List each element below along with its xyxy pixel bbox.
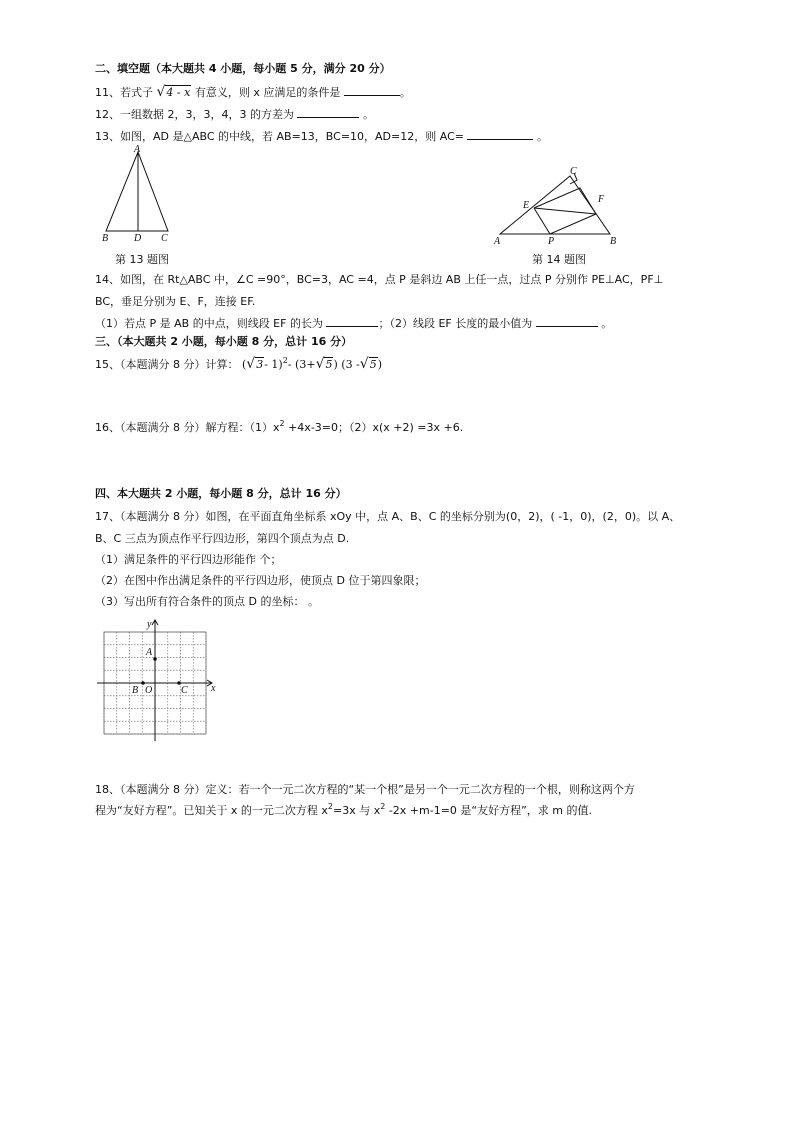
q14-answer-blank-1[interactable] xyxy=(326,316,378,327)
figure-13-caption: 第 13 题图 xyxy=(115,253,169,266)
q15-expr xyxy=(242,358,382,371)
sqrt-symbol: √ xyxy=(246,356,256,372)
q16-exponent: 2 xyxy=(279,419,285,428)
q13-text: 13、如图，AD 是△ABC 的中线，若 AB=13，BC=10，AD=12，则 AC= xyxy=(95,130,464,143)
label-p: P xyxy=(548,236,555,247)
sqrt-symbol: √ xyxy=(359,356,369,372)
section-2-heading: 二、填空题（本大题共 4 小题，每小题 5 分，满分 20 分） xyxy=(95,62,391,75)
label-c: C xyxy=(570,166,577,177)
label-b: B xyxy=(132,685,139,696)
label-c: C xyxy=(161,233,168,244)
q11-suffix: 有意义，则 x 应满足的条件是 xyxy=(194,86,341,99)
figure-17-coordinate-grid xyxy=(95,618,225,742)
q15-radicand-2: 5 xyxy=(325,358,333,371)
sqrt-symbol: √ xyxy=(315,356,325,372)
question-17-line-1: 17、（本题满分 8 分）如图，在平面直角坐标系 xOy 中，点 A、B、C 的坐标分别为(0，2)，( -1，0)，(2，0)。以 A、 xyxy=(95,510,681,523)
question-12 xyxy=(95,107,374,122)
q11-answer-blank[interactable] xyxy=(344,85,400,96)
q13-answer-blank[interactable] xyxy=(467,129,533,140)
question-15 xyxy=(95,357,382,372)
q16-text: 16、（本题满分 8 分）解方程：（1）x xyxy=(95,421,280,434)
q12-answer-blank[interactable] xyxy=(297,107,359,118)
label-y: y xyxy=(147,619,152,630)
q15-second-factor: - (3+ xyxy=(287,358,316,371)
question-17-sub-3: （3）写出所有符合条件的顶点 D 的坐标： 。 xyxy=(95,595,319,608)
q13-end: 。 xyxy=(536,130,548,143)
question-14-line-1: 14、如图，在 Rt△ABC 中，∠C =90°，BC=3，AC =4，点 P 是斜边 AB 上任一点，过点 P 分别作 PE⊥AC，PF⊥ xyxy=(95,273,664,286)
label-a: A xyxy=(134,144,141,155)
label-b: B xyxy=(610,236,617,247)
figure-13-triangle xyxy=(98,144,178,244)
q15-exponent: 2 xyxy=(282,356,288,365)
label-a: A xyxy=(494,236,501,247)
q14-answer-blank-2[interactable] xyxy=(536,316,598,327)
q18-exponent-2: 2 xyxy=(380,802,386,811)
triangle-abc xyxy=(106,152,168,231)
section-4-heading: 四、本大题共 2 小题，每小题 8 分，总计 16 分） xyxy=(95,487,347,500)
q15-minus-one: - 1) xyxy=(264,358,283,371)
question-14-line-2: BC，垂足分别为 E、F，连接 EF. xyxy=(95,295,256,308)
question-13 xyxy=(95,129,548,144)
q11-end: 。 xyxy=(399,86,411,99)
segment-ef xyxy=(534,208,596,214)
question-18-line-2 xyxy=(95,804,592,818)
label-o: O xyxy=(145,685,153,696)
q18-text-a: 程为“友好方程”。已知关于 x 的一元二次方程 x xyxy=(95,804,328,817)
question-17-sub-1: （1）满足条件的平行四边形能作 个； xyxy=(95,553,282,566)
sqrt-symbol: √ xyxy=(156,84,166,100)
q12-text: 12、一组数据 2，3，3，4，3 的方差为 xyxy=(95,108,294,121)
label-f: F xyxy=(598,194,605,205)
label-c: C xyxy=(181,685,188,696)
question-14-parts xyxy=(95,316,612,331)
q15-third-factor: ) (3 - xyxy=(333,358,360,371)
figure-14-triangle xyxy=(490,160,630,248)
figure-14-caption: 第 14 题图 xyxy=(532,253,586,266)
question-18-line-1: 18、（本题满分 8 分）定义：若一个一元二次方程的“某一个根”是另一个一元二次方程的一个根，则称这两个方 xyxy=(95,783,635,796)
q11-prefix: 11、若式子 xyxy=(95,86,153,99)
triangle-abc-right xyxy=(500,176,610,234)
section-3-heading: 三、（本大题共 2 小题，每小题 8 分，总计 16 分） xyxy=(95,335,353,348)
q15-radicand-3: 5 xyxy=(369,358,377,371)
question-11 xyxy=(95,85,411,100)
q15-text: 15、（本题满分 8 分）计算： xyxy=(95,358,239,371)
label-b: B xyxy=(102,233,109,244)
q18-text-c: -2x +m-1=0 是“友好方程”，求 m 的值. xyxy=(385,804,593,817)
question-17-sub-2: （2）在图中作出满足条件的平行四边形，使顶点 D 位于第四象限； xyxy=(95,574,426,587)
q14-end: 。 xyxy=(601,317,613,330)
q14-part1: （1）若点 P 是 AB 的中点，则线段 EF 的长为 xyxy=(95,317,323,330)
q18-text-b: =3x 与 x xyxy=(333,804,381,817)
q15-paren-close: ) xyxy=(377,358,382,371)
label-a: A xyxy=(146,647,153,658)
q11-radicand: 4 - x xyxy=(166,86,191,99)
q12-end: 。 xyxy=(362,108,374,121)
label-e: E xyxy=(523,200,530,211)
q18-exponent-1: 2 xyxy=(327,802,333,811)
q16-rest: +4x-3=0；（2）x(x +2) =3x +6. xyxy=(284,421,464,434)
label-x: x xyxy=(211,683,216,694)
q15-radicand-1: 3 xyxy=(256,358,264,371)
label-d: D xyxy=(134,233,142,244)
question-16 xyxy=(95,421,463,435)
q15-paren-open: ( xyxy=(242,358,247,371)
q14-part2: ；（2）线段 EF 长度的最小值为 xyxy=(378,317,533,330)
point-a xyxy=(153,657,157,661)
question-17-line-2: B、C 三点为顶点作平行四边形，第四个顶点为点 D. xyxy=(95,532,350,545)
